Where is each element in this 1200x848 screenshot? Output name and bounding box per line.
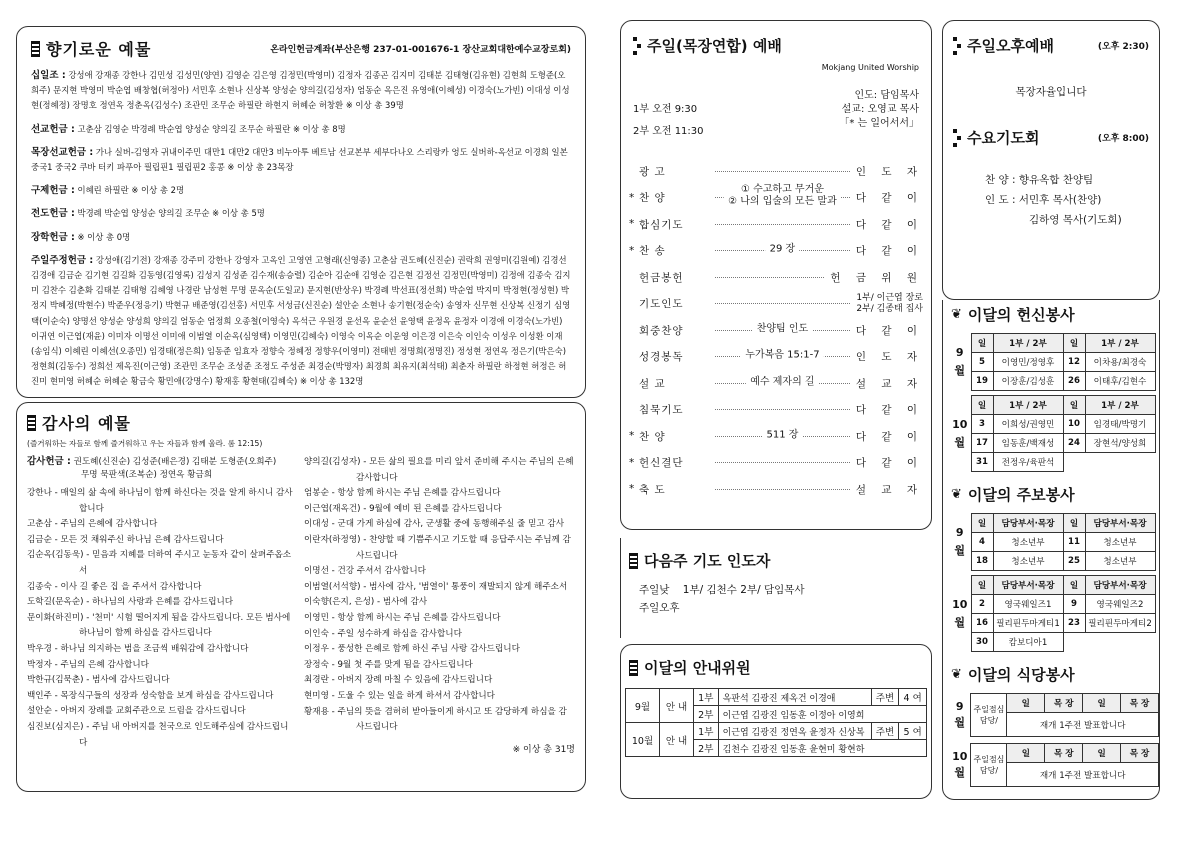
offering-section [31,230,571,245]
thanks-item: 이정우 - 풍성한 은혜로 함께 하신 주님 사랑 감사드립니다 [304,644,520,655]
order-star: * [629,191,635,204]
offering-names: ※ 이상 총 0명 [77,231,131,242]
schedule-cell: 장현석/양성희 [1085,434,1155,453]
thanks-item: 현미영 - 도울 수 있는 일을 하게 하셔서 감사합니다 [304,690,495,701]
offering-label: 장학헌금 : [31,231,75,243]
schedule-cell: 청소년부 [1085,552,1155,571]
offering-label: 구제헌금 : [31,185,75,197]
order-name: 합심기도 [639,218,684,231]
schedule-cell: 26 [1063,372,1085,391]
schedule-row [949,614,1155,633]
offering-label: 십일조 : [31,70,66,81]
order-dots [715,489,850,490]
order-row [629,345,923,369]
wednesday-leader: 인 도 : 서민후 목사(찬양) [985,194,1102,206]
schedule-row [949,633,1155,652]
usher-role: 안 내 [660,723,694,757]
schedule-cell: 25 [1063,552,1085,571]
order-dots [715,243,850,255]
order-name: 회중찬양 [639,324,684,337]
section-marker-icon [629,660,638,676]
account-info: 온라인헌금계좌(부산은행 237-01-001676-1 장산교회대한예수교장로회) [270,45,571,55]
schedule-cell: 9 [1063,595,1085,614]
schedule-cell: 영국웨일즈2 [1085,595,1155,614]
order-leader: 인 도 자 [855,351,923,363]
kitchen-head-cell: 일 [1007,694,1045,713]
order-dots [715,409,850,410]
offering-label: 선교헌금 : [31,123,75,135]
kitchen-role: 주일점심 담당/ [971,744,1007,787]
section-marker-icon [27,415,36,431]
thanks-item: 설안순 - 아버지 장례를 교회주관으로 드림을 감사드립니다 [27,706,246,717]
order-name: 헌신결단 [639,457,684,469]
worship-title: 주일(목장연합) 예배 [647,37,782,55]
order-detail: 29 장 [766,243,800,255]
order-leader: 다 같 이 [855,324,923,337]
order-star: * [629,456,635,469]
order-leader: 다 같 이 [855,192,923,204]
thanks-item: 김금순 - 모든 것 채워주신 하나님 은혜 감사드립니다 [27,534,224,545]
offering-panel [16,26,586,398]
schedule-cell: 2 [971,595,993,614]
thanks-panel [16,402,586,792]
thanks-item: 백인주 - 목장식구들의 성장과 성숙함을 보게 하심을 감사드립니다 [27,690,274,701]
schedule-month: 9 월 [954,526,966,557]
kitchen-title: 이달의 식당봉사 [967,666,1075,684]
schedule-head-cell: 일 [1063,334,1085,353]
schedule-cell: 이장훈/김성훈 [993,372,1063,391]
order-detail: 예수 제자의 길 [746,376,818,388]
order-row [629,451,923,475]
schedule-table [949,395,1156,472]
offering-names: 이혜린 하필란 ※ 이상 총 2명 [77,185,185,196]
order-leader: 설 교 자 [855,377,923,390]
thanks-item: 심진보(심지은) - 주님 내 아버지를 천국으로 인도해주심에 감사드립니다 [27,721,289,748]
offering-label: 주일주정헌금 : [31,254,94,266]
afternoon-text: 목장자율입니다 [1015,86,1087,98]
order-leader: 다 같 이 [855,430,923,443]
usher-svc: 주변 [871,723,899,740]
usher-role: 안 내 [660,689,694,723]
schedule-header [949,334,1155,353]
order-detail: 511 장 [762,429,802,441]
order-leader: 다 같 이 [855,457,923,469]
kitchen-head-cell: 목 장 [1121,744,1159,763]
schedule-row [949,552,1155,571]
schedule-month: 10 월 [952,597,968,629]
order-row [629,292,923,316]
kitchen-head-cell: 목 장 [1045,694,1083,713]
order-name: 성경봉독 [639,351,684,363]
thanks-item: 이숙향(은지, 은성) - 범사에 감사 [304,597,428,608]
usher-row [626,689,927,706]
schedule-row [949,453,1155,472]
order-dots [715,349,850,361]
schedule-cell: 30 [971,633,993,652]
order-name: 침묵기도 [639,404,684,416]
order-name: 설 교 [639,377,666,390]
schedule-cell [1085,453,1155,472]
schedule-head-cell: 일 [1063,576,1085,595]
order-row [629,183,923,210]
kitchen-head-cell: 목 장 [1121,694,1159,713]
schedule-head-cell: 일 [971,396,993,415]
kitchen-header [949,744,1159,763]
thanks-item: 엄봉순 - 항상 함께 하시는 주님 은혜를 감사드립니다 [304,488,501,499]
schedule-cell: 전정우/육판석 [993,453,1063,472]
offering-section [31,145,571,175]
kitchen-header [949,694,1159,713]
schedule-cell: 19 [971,372,993,391]
usher-svc: 주변 [871,689,899,706]
order-dots [715,375,850,387]
schedule-cell [1063,633,1085,652]
usher-part: 1부 [694,689,719,706]
ushers-title: 이달의 안내위원 [644,659,751,677]
schedule-head-cell: 1부 / 2부 [1085,396,1155,415]
offering-section [31,183,571,198]
thanks-item: 이근엽(재옥건) - 9월에 예비 된 은혜를 감사드립니다 [304,503,502,514]
order-leader: 다 같 이 [855,404,923,416]
thanks-names: 권도혜(신진순) 김성준(배은경) 김태분 도형준(오희주) [73,457,277,467]
usher-month: 9월 [626,689,660,723]
wednesday-leader-2: 김하영 목사(기도회) [1029,214,1122,226]
order-row [629,212,923,236]
prayer-day-leaders: 1부/ 김천수 2부/ 담임목사 [682,584,805,596]
service-time-1: 1부 오전 9:30 [633,104,698,115]
thanks-item: 도학길(문옥순) - 하나님의 사랑과 은혜를 감사드립니다 [27,597,234,608]
kitchen-head-cell: 목 장 [1045,744,1083,763]
schedule-cell: 이태후/김현수 [1085,372,1155,391]
schedule-head-cell: 일 [1063,396,1085,415]
order-star: * [629,244,635,257]
schedule-month: 9 월 [954,346,966,377]
prayer-title: 다음주 기도 인도자 [644,552,771,570]
kitchen-text: 재개 1주전 발표합니다 [1007,763,1159,787]
order-row [629,398,923,422]
thanks-names-2: 무명 묵판색(조복순) 정연옥 황금희 [81,470,213,480]
offering-names: 강성애 강재종 강한나 김민성 김성민(양연) 김영순 김은영 김정민(박영미) 김정자 김종곤 김지미 김태분 김태형(김유현) 김현희 도형준(오희주) 문지현 박영미 박순엽 배창협(허정아) 서민후 소현나 신상복 양성순 양의길(김성자) 엄동순 옥은진 유영애(이혜성) 이경숙(노가빈) 이대성 이성현(정혜정) 장명호 정연옥 정춘옥(김성수) 조관민 조무순 하필란 하현지 허혜순 허창환 ※ 이상 총 39명 [31,70,570,111]
schedule-cell: 임동훈/백재성 [993,434,1063,453]
kitchen-table [949,743,1159,787]
schedule-cell: 청소년부 [1085,533,1155,552]
schedule-head-cell: 일 [971,514,993,533]
thanks-right-list [304,455,575,736]
schedule-header [949,514,1155,533]
schedule-cell [1063,453,1085,472]
schedule-table [949,333,1156,391]
offering-label: 목장선교헌금 : [31,146,94,158]
order-row [629,477,923,501]
section-marker-icon [953,37,961,55]
schedule-cell: 이희성/권영민 [993,415,1063,434]
offering-title: 향기로운 예물 [46,40,152,59]
schedule-cell: 23 [1063,614,1085,633]
offering-names: 고춘삼 김영순 박경례 박순엽 양성순 양의길 조무순 하필란 ※ 이상 총 8명 [77,123,346,134]
schedule-cell: 16 [971,614,993,633]
order-dots [715,171,850,172]
order-row [629,159,923,183]
order-dots [715,428,850,440]
usher-part: 2부 [694,740,719,757]
leaf-icon: ❦ [951,307,962,322]
prayer-panel [620,538,932,638]
kitchen-head-cell: 일 [1007,744,1045,763]
schedule-cell: 이차용/최경숙 [1085,353,1155,372]
usher-part: 2부 [694,706,719,723]
leaf-icon: ❦ [951,667,962,682]
leaf-icon: ❦ [951,487,962,502]
schedule-cell: 31 [971,453,993,472]
schedule-head-cell: 1부 / 2부 [1085,334,1155,353]
wednesday-title: 수요기도회 [967,129,1040,147]
schedule-cell: 필리핀두마게티1 [993,614,1063,633]
offering-section [31,253,571,390]
right-top-panel [942,20,1160,300]
thanks-left-list [27,486,294,751]
order-row [629,371,923,395]
kitchen-role: 주일점심 담당/ [971,694,1007,737]
schedule-cell: 24 [1063,434,1085,453]
schedule-cell: 청소년부 [993,552,1063,571]
thanks-item: 강한나 - 매일의 삶 속에 하나님이 함께 하신다는 것을 알게 하시니 감사합니다 [27,488,293,514]
schedule-header [949,396,1155,415]
schedule-row [949,533,1155,552]
schedule-cell: 10 [1063,415,1085,434]
order-name: 축 도 [639,483,666,496]
schedule-head-cell: 일 [971,576,993,595]
usher-part: 1부 [694,723,719,740]
schedule-head-cell: 일 [1063,514,1085,533]
thanks-title: 감사의 예물 [42,414,131,433]
order-name: 찬 양 [639,192,666,204]
offering-names: 가나 실버-김영자 귀내이주민 대만1 대만2 대만3 비누아투 베트남 선교본부 세부다나오 스리랑카 엉도 실버하-옥선교 이경희 일본 중국1 중국2 쿠바 터키 파푸아 필립핀1 필립핀2 홍콩 ※ 이상 총 23목장 [31,146,568,173]
order-leader: 설 교 자 [855,483,923,496]
order-row [629,239,923,263]
schedule-cell: 영국웨일즈1 [993,595,1063,614]
order-dots [715,462,850,463]
schedule-head-cell: 담당부서·목장 [1085,514,1155,533]
schedule-table [949,513,1156,571]
offering-names: 강성애(김기전) 강재종 강주미 강한나 강영자 고옥인 고영연 고형래(신영종) 고춘삼 권도혜(신진순) 권락희 권영미(김원예) 김경선 김경애 김금순 김기현 김길화 김동영(김영록) 김성지 김성준 김수재(송승렬) 김순아 김순애 김영순 김은현 김정선 김정민(박영미) 김정애 김종숙 김지미 김찬수 김춘화 김태분 김태형 김혜영 나경란 남성현 무명 문옥순(도일교) 문지현(반상우) 박경례 박선표(정선희) 박순엽 박지미 박정현(정성현) 박정지 박혜정(박현수) 박준우(정응기) 박현규 배준영(김선홍) 서민후 서성금(신진순) 설안순 소현나 송기현(정순숙) 송영자 신무현 신상복 신정기 심영택(이순숙) 양명선 양성순 양성희 양의길 엄동순 엄정희 오종철(이영숙) 옥석근 우원경 윤선옥 윤순선 윤영택 윤정옥 윤정자 이경애 이경숙(노가빈) 이귀연 이근엽(재윤) 이미자 이명선 이미애 이범열 이순옥(심영택) 이영민(김혜숙) 이영숙 이옥순 이운영 이은경 이은숙 이인숙 이성우 이성환 이재(송임식) 이혜린 이혜선(오종민) 임경태(정은희) 임동준 임효자 정향숙 정혜정 정향우(이영미) 전태빈 정명희(정명진) 정성현 정연옥 정은기(박은숙) 정현희(김동수) 정희선 제옥진(이근영) 조관민 조무순 조성준 조정도 주성준 최경순(박명자) 최경희 최유지(최석태) 최춘자 하필란 하정현 허정은 허진미 현미영 허혜순 허혜순 황금숙 황민애(강명수) 황재홍 황현태(김혜숙) ※ 이상 총 132명 [31,254,571,387]
offering-section [31,122,571,137]
order-dots [715,277,824,278]
schedule-row [949,434,1155,453]
kitchen-head-cell: 일 [1083,744,1121,763]
order-star: * [629,483,635,495]
kitchen-month: 9 월 [954,700,966,729]
schedule-row [949,372,1155,391]
offering-label: 전도헌금 : [31,208,75,220]
usher-names: 김천수 김광진 임동훈 윤현미 황현하 [718,740,926,757]
schedule-cell: 필리핀두마게티2 [1085,614,1155,633]
schedule-cell: 18 [971,552,993,571]
schedule-cell [1085,633,1155,652]
order-leader: 헌 금 위 원 [830,271,923,284]
offering-list [31,68,571,390]
schedule-row [949,353,1155,372]
kitchen-tables [943,693,1159,787]
thanks-item: 박정자 - 주님의 은혜 감사합니다 [27,659,149,670]
schedule-cell: 12 [1063,353,1085,372]
schedule-cell: 5 [971,353,993,372]
schedule-cell: 이영민/정영후 [993,353,1063,372]
order-name: 찬 송 [639,245,666,257]
schedule-row [949,415,1155,434]
kitchen-text: 재개 1주전 발표합니다 [1007,713,1159,737]
schedule-cell: 캄보디아1 [993,633,1063,652]
usher-count: 4 여 [899,689,927,706]
bulletin-tables [943,513,1159,652]
thanks-total: ※ 이상 총 31명 [512,744,575,755]
kitchen-head-cell: 일 [1083,694,1121,713]
bulletin-title: 이달의 주보봉사 [967,486,1075,504]
order-detail: 누가복음 15:1-7 [741,349,823,361]
thanks-item: 박한규(김묵춘) - 범사에 감사드립니다 [27,675,170,686]
afternoon-time: (오후 2:30) [1097,42,1149,52]
order-dots [715,322,850,334]
order-detail: ① 수고하고 무거운 ② 나의 입술의 모든 말과 [724,184,841,208]
kitchen-month: 10 월 [952,750,968,779]
usher-names: 이근엽 김광진 임동훈 이정아 이영희 [718,706,926,723]
section-marker-icon [633,37,641,55]
thanks-item: 고춘삼 - 주님의 은혜에 감사합니다 [27,519,158,530]
schedule-cell: 4 [971,533,993,552]
prayer-label-afternoon: 주일오후 [639,602,680,614]
schedule-row [949,595,1155,614]
afternoon-title: 주일오후예배 [967,37,1054,55]
thanks-item: 박우경 - 하나님 의지하는 범을 조금씩 배워감에 감사합니다 [27,643,249,654]
order-name: 헌금봉헌 [639,271,684,284]
usher-count: 5 여 [899,723,927,740]
dedication-tables [943,333,1159,472]
schedule-cell: 11 [1063,533,1085,552]
order-name: 기도인도 [639,298,684,310]
section-marker-icon [31,41,40,57]
schedule-header [949,576,1155,595]
thanks-item: 김순옥(김동욱) - 믿음과 지혜를 더하여 주시고 눈동자 같이 살펴주옵소서 [27,550,292,576]
worship-leader: 인도: 담임목사 [854,90,919,101]
schedule-month: 10 월 [952,417,968,449]
schedule-table [949,575,1156,652]
order-row [629,318,923,342]
stand-note: 「* 는 일어서서」 [839,118,919,129]
usher-row [626,723,927,740]
thanks-item: 양의길(김성자) - 모든 삶의 필요를 미리 앞서 준비해 주시는 주님의 은혜 감사합니다 [304,457,574,483]
order-name: 찬 양 [639,430,666,443]
service-time-2: 2부 오전 11:30 [633,126,704,137]
thanks-item: 이영민 - 항상 함께 하시는 주님 은혜를 감사드립니다 [304,612,501,623]
order-dots [715,183,850,207]
schedule-cell: 17 [971,434,993,453]
thanks-item: 이명선 - 건강 주셔서 감사합니다 [304,566,426,577]
usher-names: 이근엽 김광진 정연옥 윤정자 신상복 [718,723,871,740]
order-leader: 다 같 이 [855,245,923,257]
schedule-cell: 청소년부 [993,533,1063,552]
worship-panel [620,20,932,530]
schedule-head-cell: 1부 / 2부 [993,334,1063,353]
worship-preacher: 설교: 오영교 목사 [841,104,919,115]
dedication-title: 이달의 헌신봉사 [967,306,1075,324]
schedule-head-cell: 1부 / 2부 [993,396,1063,415]
order-leader: 다 같 이 [855,218,923,231]
order-detail: 찬양팀 인도 [753,323,812,335]
thanks-subtitle: (즐거워하는 자들로 함께 즐거워하고 우는 자들과 함께 울라. 롬 12:15) [27,439,263,448]
thanks-item: 이대성 - 군대 가게 하심에 감사, 군생활 중에 동행해주실 줄 믿고 감사 [304,519,565,530]
schedule-head-cell: 일 [971,334,993,353]
order-star: * [629,430,635,442]
offering-section [31,206,571,221]
order-leader: 인 도 자 [855,165,923,178]
ushers-table [625,688,927,757]
offering-names: 박경례 박순엽 양성순 양의길 조무순 ※ 이상 총 5명 [77,208,265,219]
order-dots [715,303,850,304]
thanks-item: 최경란 - 아버지 장례 마칠 수 있음에 감사드립니다 [304,675,493,686]
order-name: 광 고 [639,165,666,178]
thanks-item: 이인숙 - 주일 성수하게 하심을 감사합니다 [304,628,462,639]
ushers-panel [620,644,932,799]
thanks-item: 황재용 - 주님의 뜻을 겸허히 받아들이게 하시고 또 감당하게 하심을 감사드립니다 [304,706,567,733]
schedule-head-cell: 담당부서·목장 [1085,576,1155,595]
schedule-cell: 3 [971,415,993,434]
offering-section [31,68,571,114]
wednesday-time: (오후 8:00) [1097,134,1149,144]
order-dots [715,224,850,225]
right-bottom-panel [942,300,1160,800]
prayer-label-day: 주일낮 [639,584,670,596]
thanks-item: 문이화(하진미) - '천미' 시험 떨어지게 됨을 감사드립니다. 모든 범사에 하나님이 함께 하심을 감사드립니다 [27,612,291,639]
usher-names: 옥판석 김광진 제옥건 이경애 [718,689,871,706]
thanks-item: 이범열(서석향) - 범사에 감사, '범열이' 통풍이 재발되지 않게 해주소서 [304,581,568,592]
usher-month: 10월 [626,723,660,757]
thanks-item: 이란자(하정영) - 찬양할 때 기쁨주시고 기도할 때 응답주시는 주님께 감사드립니다 [304,534,571,561]
order-row [629,265,923,289]
thanks-item: 김종숙 - 이사 길 좋은 집 을 주셔서 감사합니다 [27,581,202,592]
wednesday-praise: 찬 양 : 향유옥합 찬양팀 [985,174,1094,186]
kitchen-table [949,693,1159,737]
section-marker-icon [953,129,961,147]
thanks-item: 장정숙 - 9월 첫 주를 맞게 됨을 감사드립니다 [304,659,473,670]
section-marker-icon [629,553,638,569]
thanks-label: 감사헌금 : [27,456,71,467]
order-star: * [629,218,635,230]
worship-subtitle: Mokjang United Worship [821,63,919,72]
order-leader: 1부/ 이근엽 장로 2부/ 김종태 집사 [856,292,923,314]
order-row [629,424,923,448]
schedule-cell: 임경태/박명기 [1085,415,1155,434]
schedule-head-cell: 담당부서·목장 [993,576,1063,595]
schedule-head-cell: 담당부서·목장 [993,514,1063,533]
